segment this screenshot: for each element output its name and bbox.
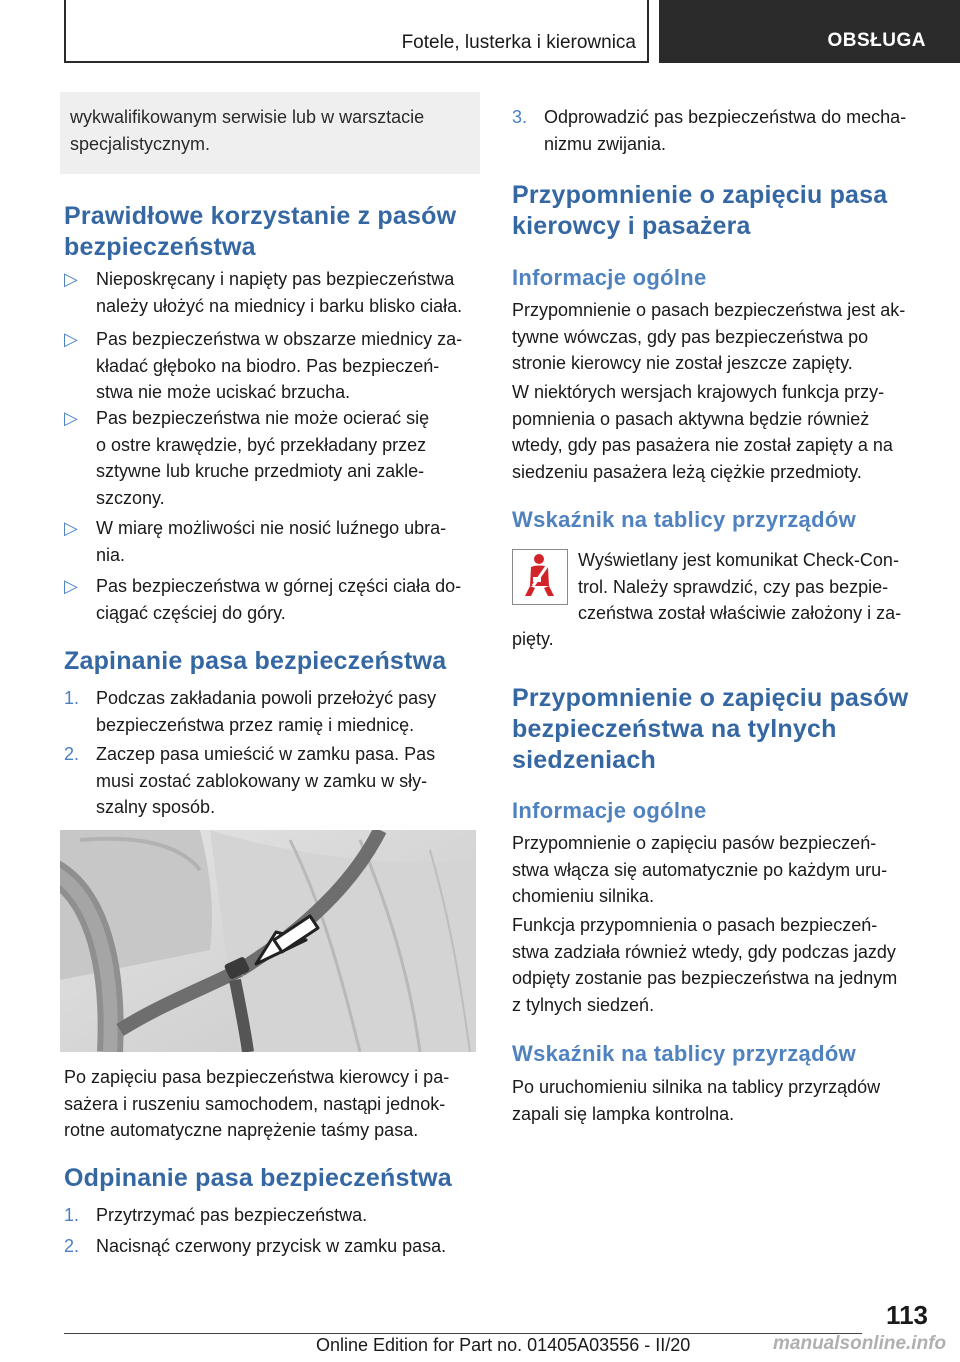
heading-line: kierowcy i pasażera (512, 212, 751, 240)
line: stronie kierowcy nie został jeszcze zapięty. (512, 353, 853, 373)
line: Nacisnąć czerwony przycisk w zamku pasa. (96, 1236, 447, 1256)
line: należy ułożyć na miednicy i barku blisko ciała. (96, 295, 463, 316)
list-item (64, 515, 484, 568)
paragraph-indicator-1 (578, 547, 930, 627)
line: odpięty zostanie pas bezpieczeństwa na jednym (512, 968, 898, 988)
paragraph-indicator-1-end (512, 626, 930, 653)
line: Funkcja przypomnienia o pasach bezpieczeń- (512, 915, 878, 935)
line: pomnienia o pasach aktywna będzie również (512, 408, 870, 429)
line: Nieposkręcany i napięty pas bezpieczeństwa (96, 269, 455, 289)
heading-line: bezpieczeństwa (64, 233, 256, 261)
watermark: manualsonline.info (773, 1333, 947, 1354)
step-item (64, 741, 484, 821)
line: Pas bezpieczeństwa w górnej części ciała do- (96, 576, 462, 596)
line: pięty. (512, 629, 554, 649)
heading-reminder-rear (512, 683, 908, 776)
section-tab[interactable] (659, 0, 960, 63)
step-number: 1. (64, 1205, 80, 1225)
line: rotne automatyczne naprężenie taśmy pasa. (64, 1120, 419, 1140)
line: trol. Należy sprawdzić, czy pas bezpie- (578, 576, 889, 597)
line: tywne wówczas, gdy pas bezpieczeństwa po (512, 326, 869, 347)
triangle-bullet-icon: ▷ (64, 329, 78, 349)
line: Przypomnienie o zapięciu pasów bezpieczeń- (512, 833, 877, 853)
line: Wyświetlany jest komunikat Check-Con- (578, 550, 899, 570)
heading-line: Przypomnienie o zapięciu pasa (512, 181, 888, 209)
heading-line: Prawidłowe korzystanie z pasów (64, 202, 457, 230)
line: nizmu zwijania. (544, 133, 667, 154)
line: Podczas zakładania powoli przełożyć pasy (96, 688, 437, 708)
footer-divider (64, 1333, 862, 1334)
page-number: 113 (886, 1300, 928, 1330)
line: Zaczep pasa umieścić w zamku pasa. Pas (96, 744, 436, 764)
line: bezpieczeństwa przez ramię i miednicę. (96, 714, 415, 735)
list-item (64, 266, 484, 319)
line: Po zapięciu pasa bezpieczeństwa kierowcy i pa- (64, 1067, 450, 1087)
line: nia. (96, 544, 126, 565)
section-tab-label: OBSŁUGA (827, 30, 926, 51)
chapter-title: Fotele, lusterka i kierownica (401, 32, 636, 53)
list-item (64, 405, 484, 511)
triangle-bullet-icon: ▷ (64, 576, 78, 596)
step-item (64, 1233, 484, 1260)
step-item (512, 104, 930, 157)
line: ciągać częściej do góry. (96, 602, 286, 623)
paragraph-after-photo (64, 1064, 484, 1144)
list-item (64, 573, 484, 626)
paragraph-general-2a (512, 830, 930, 910)
step-item (64, 1202, 484, 1229)
line: Po uruchomieniu silnika na tablicy przyrządów (512, 1077, 881, 1097)
line: stwa włącza się automatycznie po każdym uru- (512, 859, 888, 880)
step-number: 2. (64, 744, 80, 764)
line: musi zostać zablokowany w zamku w sły- (96, 770, 428, 791)
line: stwa zadziała również wtedy, gdy podczas jazdy (512, 941, 896, 962)
line: szczony. (96, 487, 165, 508)
line: z tylnych siedzeń. (512, 994, 655, 1015)
subheading-indicator-1: Wskaźnik na tablicy przyrządów (512, 507, 856, 532)
heading-reminder-front (512, 180, 887, 242)
step-number: 2. (64, 1236, 80, 1256)
note-box (60, 92, 480, 174)
step-number: 1. (64, 688, 80, 708)
seatbelt-buckle-illustration (60, 830, 476, 1052)
line: Pas bezpieczeństwa nie może ocierać się (96, 408, 430, 428)
paragraph-general-1a (512, 297, 930, 377)
triangle-bullet-icon: ▷ (64, 408, 78, 428)
line: wtedy, gdy pas pasażera nie został zapięty a na (512, 435, 893, 455)
triangle-bullet-icon: ▷ (64, 518, 78, 538)
line: W niektórych wersjach krajowych funkcja przy- (512, 382, 885, 402)
heading-line: siedzeniach (512, 746, 656, 774)
line: Przytrzymać pas bezpieczeństwa. (96, 1205, 368, 1225)
line: W miarę możliwości nie nosić luźnego ubra- (96, 518, 447, 538)
seatbelt-warning-icon (512, 549, 568, 605)
heading-unfasten: Odpinanie pasa bezpieczeństwa (64, 1164, 452, 1192)
paragraph-general-1b (512, 379, 930, 485)
subheading-indicator-2: Wskaźnik na tablicy przyrządów (512, 1041, 856, 1066)
paragraph-indicator-2 (512, 1074, 930, 1127)
heading-correct-use (64, 201, 456, 263)
heading-fasten: Zapinanie pasa bezpieczeństwa (64, 647, 447, 675)
note-text: wykwalifikowanym serwisie lub w warsztacie specjalistycznym. (70, 107, 425, 154)
line: Odprowadzić pas bezpieczeństwa do mecha- (544, 107, 907, 127)
line: sztywne lub kruche przedmioty ani zakle- (96, 461, 425, 481)
line: Przypomnienie o pasach bezpieczeństwa jest ak- (512, 300, 906, 320)
line: Pas bezpieczeństwa w obszarze miednicy za- (96, 329, 463, 349)
line: siedzeniu pasażera leżą ciężkie przedmioty. (512, 461, 862, 482)
heading-line: bezpieczeństwa na tylnych (512, 715, 837, 743)
line: o ostre krawędzie, być przekładany przez (96, 434, 427, 455)
line: zapali się lampka kontrolna. (512, 1103, 735, 1124)
line: kładać głęboko na biodro. Pas bezpieczeń- (96, 355, 440, 376)
heading-line: Przypomnienie o zapięciu pasów (512, 684, 909, 712)
line: szalny sposób. (96, 797, 216, 817)
subheading-general-1: Informacje ogólne (512, 265, 707, 290)
step-number: 3. (512, 107, 528, 127)
triangle-bullet-icon: ▷ (64, 269, 78, 289)
list-item (64, 326, 484, 406)
paragraph-general-2b (512, 912, 930, 1018)
subheading-general-2: Informacje ogólne (512, 798, 707, 823)
line: chomieniu silnika. (512, 886, 655, 906)
line: czeństwa został właściwie założony i za- (578, 603, 902, 623)
step-item (64, 685, 484, 738)
line: stwa nie może uciskać brzucha. (96, 382, 351, 402)
line: sażera i ruszeniu samochodem, nastąpi jednok- (64, 1093, 446, 1114)
footer-edition: Online Edition for Part no. 01405A03556 - II/20 (316, 1335, 691, 1355)
